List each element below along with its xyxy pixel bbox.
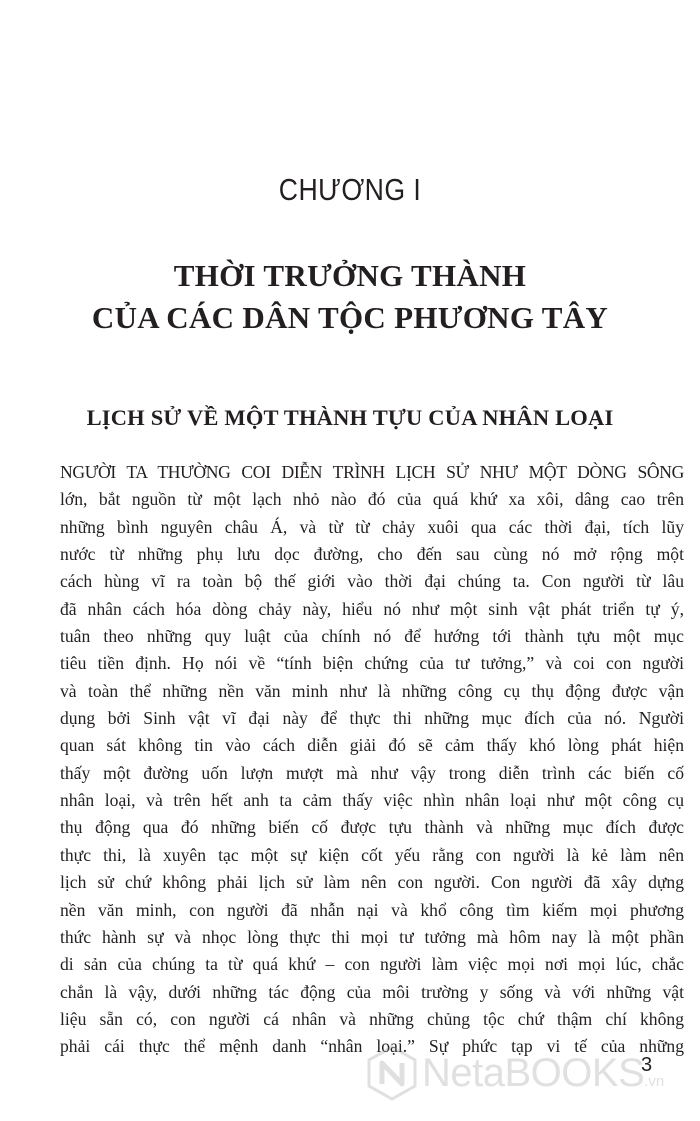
body-line: thức hành sự và nhọc lòng thực thi mọi tư tưởng mà hôm nay là một phần xyxy=(60,926,684,947)
page-number: 3 xyxy=(641,1054,653,1076)
body-line: và toàn thể những nền văn minh như là những công cụ thụ động được vận xyxy=(60,680,684,701)
body-line: nước từ những phụ lưu dọc đường, cho đến sau cùng nó mở rộng một xyxy=(60,544,684,565)
body-line: liệu sẵn có, con người cá nhân và những chủng tộc chứ thậm chí không xyxy=(60,1008,684,1029)
body-line: tuân theo những quy luật của chính nó để hướng tới thành tựu một mục xyxy=(60,626,684,647)
body-line: NGƯỜI TA THƯỜNG COI DIỄN TRÌNH LỊCH SỬ NHƯ MỘT DÒNG SÔNG xyxy=(60,462,684,482)
body-line: quan sát không tin vào cách diễn giải đó sẽ cảm thấy khó lòng phát hiện xyxy=(60,735,684,756)
watermark-text xyxy=(422,1051,664,1096)
body-line: di sản của chúng ta từ quá khứ – con người làm việc mọi nơi mọi lúc, chắc xyxy=(60,954,684,975)
body-line: lịch sử chứ không phải lịch sử làm nên con người. Con người đã xây dựng xyxy=(60,872,684,893)
section-title: LỊCH SỬ VỀ MỘT THÀNH TỰU CỦA NHÂN LOẠI xyxy=(86,405,614,430)
body-line: lớn, bắt nguồn từ một lạch nhỏ nào đó của quá khứ xa xôi, dâng cao trên xyxy=(60,489,684,510)
body-line: những bình nguyên châu Á, và từ từ chảy xuôi qua các thời đại, tích lũy xyxy=(60,516,684,537)
watermark-brand: NetaBOOKS xyxy=(422,1051,645,1095)
body-line: thực thi, là xuyên tạc một sự kiện cốt yếu rằng con người là kẻ làm nên xyxy=(60,844,684,865)
body-line: dụng bởi Sinh vật vĩ đại này để thực thi những mục đích của nó. Người xyxy=(60,708,684,729)
body-line: tiêu tiền định. Họ nói về “tính biện chứng của tư tưởng,” và coi con người xyxy=(60,653,684,674)
body-line: đã nhân cách hóa dòng chảy này, hiểu nó như một sinh vật phát triển tự ý, xyxy=(60,598,684,619)
chapter-title-line-2: CỦA CÁC DÂN TỘC PHƯƠNG TÂY xyxy=(91,300,609,335)
body-line: nền văn minh, con người đã nhẫn nại và khổ công tìm kiếm mọi phương xyxy=(60,899,684,920)
body-line: nhân loại, và trên hết anh ta cảm thấy việc nhìn nhân loại như một công cụ xyxy=(60,790,684,811)
body-line: cách hùng vĩ ra toàn bộ thế giới vào thời đại chúng ta. Con người từ lâu xyxy=(60,571,684,592)
body-line: chắn là vậy, dưới những tác động của môi trường y sống và với những vật xyxy=(60,981,684,1002)
body-paragraph xyxy=(60,459,684,1061)
body-line: thụ động qua đó những biến cố được tựu thành và những mục đích được xyxy=(60,817,684,838)
watermark-suffix: .vn xyxy=(644,1073,665,1090)
body-line: thấy một đường uốn lượn mượt mà như vậy trong diễn trình các biến cố xyxy=(60,762,684,783)
chapter-title-line-1: THỜI TRƯỞNG THÀNH xyxy=(173,258,527,293)
netabooks-logo-icon xyxy=(364,1044,420,1102)
body-line: phải cái thực thể mệnh danh “nhân loại.” Sự phức tạp vi tế của những xyxy=(60,1036,684,1057)
chapter-number: CHƯƠNG I xyxy=(278,172,422,207)
